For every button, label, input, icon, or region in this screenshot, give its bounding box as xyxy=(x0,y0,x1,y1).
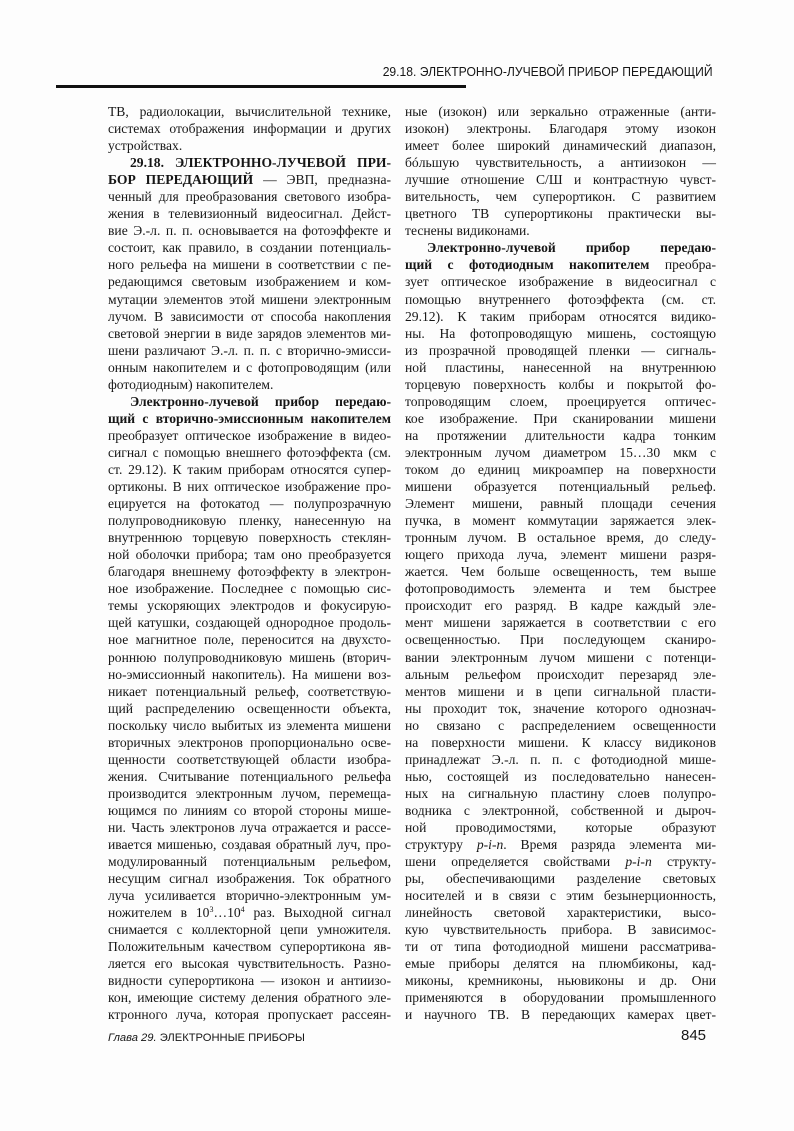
text-line: ные (изокон) или зеркально отраженные (анти- xyxy=(405,104,716,119)
text-line: устройствах. xyxy=(108,138,183,154)
text-line: ни. Часть электронов луча отражается и рассе- xyxy=(108,819,391,835)
text-line: ченный для преобразования светового изобра- xyxy=(108,189,391,205)
page-number: 845 xyxy=(681,1027,707,1044)
text-line: вительность, чем суперортикон. С развитием xyxy=(405,189,716,205)
text-line: щий распределению освещенности объекта, xyxy=(108,700,391,716)
text-line: шени определяется свойствами p-i-n структу- xyxy=(405,854,717,870)
text-line: онным накопителем и с фотопроводящим (или xyxy=(108,359,391,375)
subheading: Электронно-лучевой прибор передаю- xyxy=(130,393,391,409)
text-line: фотопроводимость элемента и тем быстрее xyxy=(405,581,716,597)
text-line: ны. На фотопроводящую мишень, состоящую xyxy=(405,325,716,341)
text-line: топроводящим слоем, проецируется оптичес- xyxy=(405,393,716,409)
left-column xyxy=(108,103,391,1024)
text-line: ющимся по линиям со второй стороны мише- xyxy=(108,802,391,818)
text-line: но-эмиссионный накопитель). На мишени воз- xyxy=(108,666,391,682)
text-line: ное магнитное поле, переносится на двухсто- xyxy=(108,632,391,648)
text-line: ти от типа фотодиодной мишени рассматрива- xyxy=(405,939,716,955)
text-line: имеет более широкий динамический диапазон, xyxy=(405,138,716,154)
text-line: никает потенциальный рельеф, соответствую- xyxy=(108,683,391,699)
text-line: снимается с коллекторной цепи умножителя. xyxy=(108,922,391,938)
text-line: кон, имеющие систему деления обратного эле- xyxy=(108,990,391,1006)
section-heading-cont: БОР ПЕРЕДАЮЩИЙ xyxy=(108,172,254,188)
subheading-cont: щий с фотодиодным накопителем xyxy=(405,257,650,273)
text-line: ивается мишенью, создавая обратный луч, про- xyxy=(108,837,391,853)
text-line: и научного ТВ. В передающих камерах цвет- xyxy=(405,1007,716,1023)
text-line: применяются в оборудовании промышленного xyxy=(405,990,716,1006)
text-line: ное изображение. Последнее с помощью сис- xyxy=(108,581,391,597)
text-line: принадлежат Э.-л. п. п. с фотодиодной мише- xyxy=(405,751,716,767)
superscript: 4 xyxy=(240,905,245,915)
text-line: ющего прихода луча, элемент мишени разря- xyxy=(405,547,716,563)
text-line: ляется его высокая чувствительность. Разно- xyxy=(108,956,391,972)
text-line: электронным лучом диаметром 15…30 мкм с xyxy=(405,444,716,460)
chapter-title: ЭЛЕКТРОННЫЕ ПРИБОРЫ xyxy=(159,1032,305,1044)
text-line: полупроводниковую пленку, нанесенную на xyxy=(108,513,391,529)
text-line: темы ускоряющих электродов и фокусирую- xyxy=(108,598,391,614)
text-line: щий с фотодиодным накопителем преобра- xyxy=(405,257,716,273)
text-line: мишени образуется потенциальный рельеф. xyxy=(405,479,716,495)
text-line: ной оболочки прибора; там оно преобразуется xyxy=(108,547,391,563)
text-line: луча усиливается вторично-электронным ум- xyxy=(108,888,391,904)
text-line: ры, обеспечивающими разделение световых xyxy=(405,871,716,887)
text-line: лучом. В зависимости от способа накопления xyxy=(108,308,391,324)
text-line: ножителем в $10^3\dots 10^4$ раз. Выходной сигнал xyxy=(108,905,391,921)
text-line: вторичных электронов пропорционально осве- xyxy=(108,734,391,750)
footer-chapter xyxy=(108,1032,305,1044)
text-line: мутации элементов этой мишени электронным xyxy=(108,291,391,307)
text-line: на протяжении длительности кадра тонким xyxy=(405,427,716,443)
subheading: Электронно-лучевой прибор передаю- xyxy=(427,240,716,256)
text-line: освещенностью. При последующем сканиро- xyxy=(405,632,716,648)
text-line: сигнал с помощью внешнего фотоэффекта (см. xyxy=(108,444,391,460)
text-line: шени различают Э.-л. п. п. с вторично-эмисси- xyxy=(108,342,391,358)
chapter-label: Глава 29. xyxy=(108,1032,157,1044)
text-line: альным рельефом происходит перезаряд эле- xyxy=(405,666,716,682)
text-line: щенности соответствующей области изобра- xyxy=(108,751,391,767)
text-line: пучка, в момент коммутации заряжается элек- xyxy=(405,513,716,529)
text-line: нью, состоящей из последовательно нанесен- xyxy=(405,768,716,784)
text-line: изокон) электроны. Благодаря этому изокон xyxy=(405,121,716,137)
text-line: жения в телевизионный видеосигнал. Дейст- xyxy=(108,206,391,222)
text-line: емые приборы делятся на плюмбиконы, кад- xyxy=(405,956,716,972)
text-line: роннюю полупроводниковую мишень (вторич- xyxy=(108,649,391,665)
text-line: зует оптическое изображение в видеосигнал с xyxy=(405,274,716,290)
text-line: ной проводимостями, которые образуют xyxy=(405,819,716,835)
text-line: на поверхности мишени. К классу видиконов xyxy=(405,734,716,750)
text-line: ных на сигнальную пластину слоев полупро- xyxy=(405,785,716,801)
right-column xyxy=(405,103,716,1024)
text-line: торцевую поверхность колбы и покрытой фо- xyxy=(405,376,716,392)
text-line: структуру p-i-n. Время разряда элемента ми- xyxy=(405,837,716,853)
text-line: кое изображение. При сканировании мишени xyxy=(405,410,716,426)
text-line: линейность световой характеристики, высо- xyxy=(405,905,716,921)
text-line: ного рельефа на мишени в соответствии с пе- xyxy=(108,257,391,273)
text-line: ны проходит ток, значение которого однознач- xyxy=(405,700,716,716)
text-line: внутреннюю торцевую поверхность стеклян- xyxy=(108,530,391,546)
text-line: током до единиц микроампер на поверхности xyxy=(405,461,716,477)
subheading-cont: щий с вторично-эмиссионным накопителем xyxy=(108,410,391,426)
text-line: вие Э.-л. п. п. основывается на фотоэффекте и xyxy=(108,223,391,239)
text-line: благодаря внешнему фотоэффекту в электрон- xyxy=(108,564,391,580)
text-line: носителей и в связи с этим безынерционность, xyxy=(405,888,716,904)
text-line: ст. 29.12). К таким приборам относятся супер- xyxy=(108,461,391,477)
text-line: миконы, кремниконы, ньювиконы и др. Они xyxy=(405,973,716,989)
text-line: лучшие отношение С/Ш и контрастную чувст- xyxy=(405,172,716,188)
text-line: 29.12). К таким приборам относятся видико- xyxy=(405,308,716,324)
text-line: но связано с распределением освещенности xyxy=(405,717,716,733)
text-line: ортиконы. В них оптическое изображение про- xyxy=(108,479,391,495)
text-line: щей катушки, создающей однородное продоль- xyxy=(108,615,391,631)
text-line: кую чувствительность прибора. В зависимос- xyxy=(405,922,716,938)
running-head: 29.18. ЭЛЕКТРОННО-ЛУЧЕВОЙ ПРИБОР ПЕРЕДАЮЩИЙ xyxy=(383,64,713,79)
italic-term: p-i-n xyxy=(476,837,504,853)
header-rule xyxy=(56,85,466,88)
text-line: происходит его разряд. В кадре каждый эле- xyxy=(405,598,716,614)
text-line: тронным лучом. В остальное время, до следу- xyxy=(405,530,716,546)
text-line: помощью внутреннего фотоэффекта (см. ст. xyxy=(405,291,716,307)
text-line: видности суперортикона — изокон и антиизо- xyxy=(108,973,391,989)
italic-term: p-i-n xyxy=(625,854,652,870)
text-line: теснены видиконами. xyxy=(405,223,530,239)
text-line: преобразует оптическое изображение в видео- xyxy=(108,427,391,443)
text-line: цветного ТВ суперортиконы практически вы- xyxy=(405,206,716,222)
text-line: мент мишени заряжается в соответствии с его xyxy=(405,615,716,631)
text-line: несущим сигнал изображения. Ток обратного xyxy=(108,871,391,887)
text-line: жается. Чем больше освещенность, тем выше xyxy=(405,564,716,580)
text-line: системах отображения информации и других xyxy=(108,121,391,137)
section-heading: 29.18. ЭЛЕКТРОННО-ЛУЧЕВОЙ ПРИ- xyxy=(130,155,391,171)
text-line: поскольку число выбитых из элемента мишени xyxy=(108,717,391,733)
text-line: производится электронным лучом, перемеща- xyxy=(108,785,391,801)
text-line: вании электронным лучом мишени с потенци- xyxy=(405,649,716,665)
text-line: редающимся световым изображением и ком- xyxy=(108,274,391,290)
text-line: из прозрачной проводящей пленки — сигналь- xyxy=(405,342,716,358)
text-line: ктронного луча, которая пропускает рассеян- xyxy=(108,1007,391,1023)
superscript: 3 xyxy=(209,905,214,915)
text-line: Положительным качеством суперортикона яв- xyxy=(108,939,391,955)
text-line: бóльшую чувствительность, а антиизокон — xyxy=(405,155,716,171)
text-line: ецируется на фотокатод — полупрозрачную xyxy=(108,496,391,512)
text-line: жения. Считывание потенциального рельефа xyxy=(108,768,391,784)
text-line: ментов мишени и в цепи сигнальной пласти- xyxy=(405,683,716,699)
text-line: ТВ, радиолокации, вычислительной технике, xyxy=(108,104,391,119)
text-line: состоит, как правило, в создании потенциаль- xyxy=(108,240,391,256)
text-line: Элемент мишени, равный площади сечения xyxy=(405,496,716,512)
text-line: световой энергии в виде зарядов элементов ми- xyxy=(108,325,391,341)
text-line: БОР ПЕРЕДАЮЩИЙ — ЭВП, предназна- xyxy=(108,172,391,188)
text-line: водника с электронной, собственной и дыроч- xyxy=(405,802,716,818)
text-line: фотодиодным) накопителем. xyxy=(108,376,274,392)
text-line: модулированный потенциальным рельефом, xyxy=(108,854,391,870)
text-line: ной пластины, нанесенной на внутреннюю xyxy=(405,359,716,375)
